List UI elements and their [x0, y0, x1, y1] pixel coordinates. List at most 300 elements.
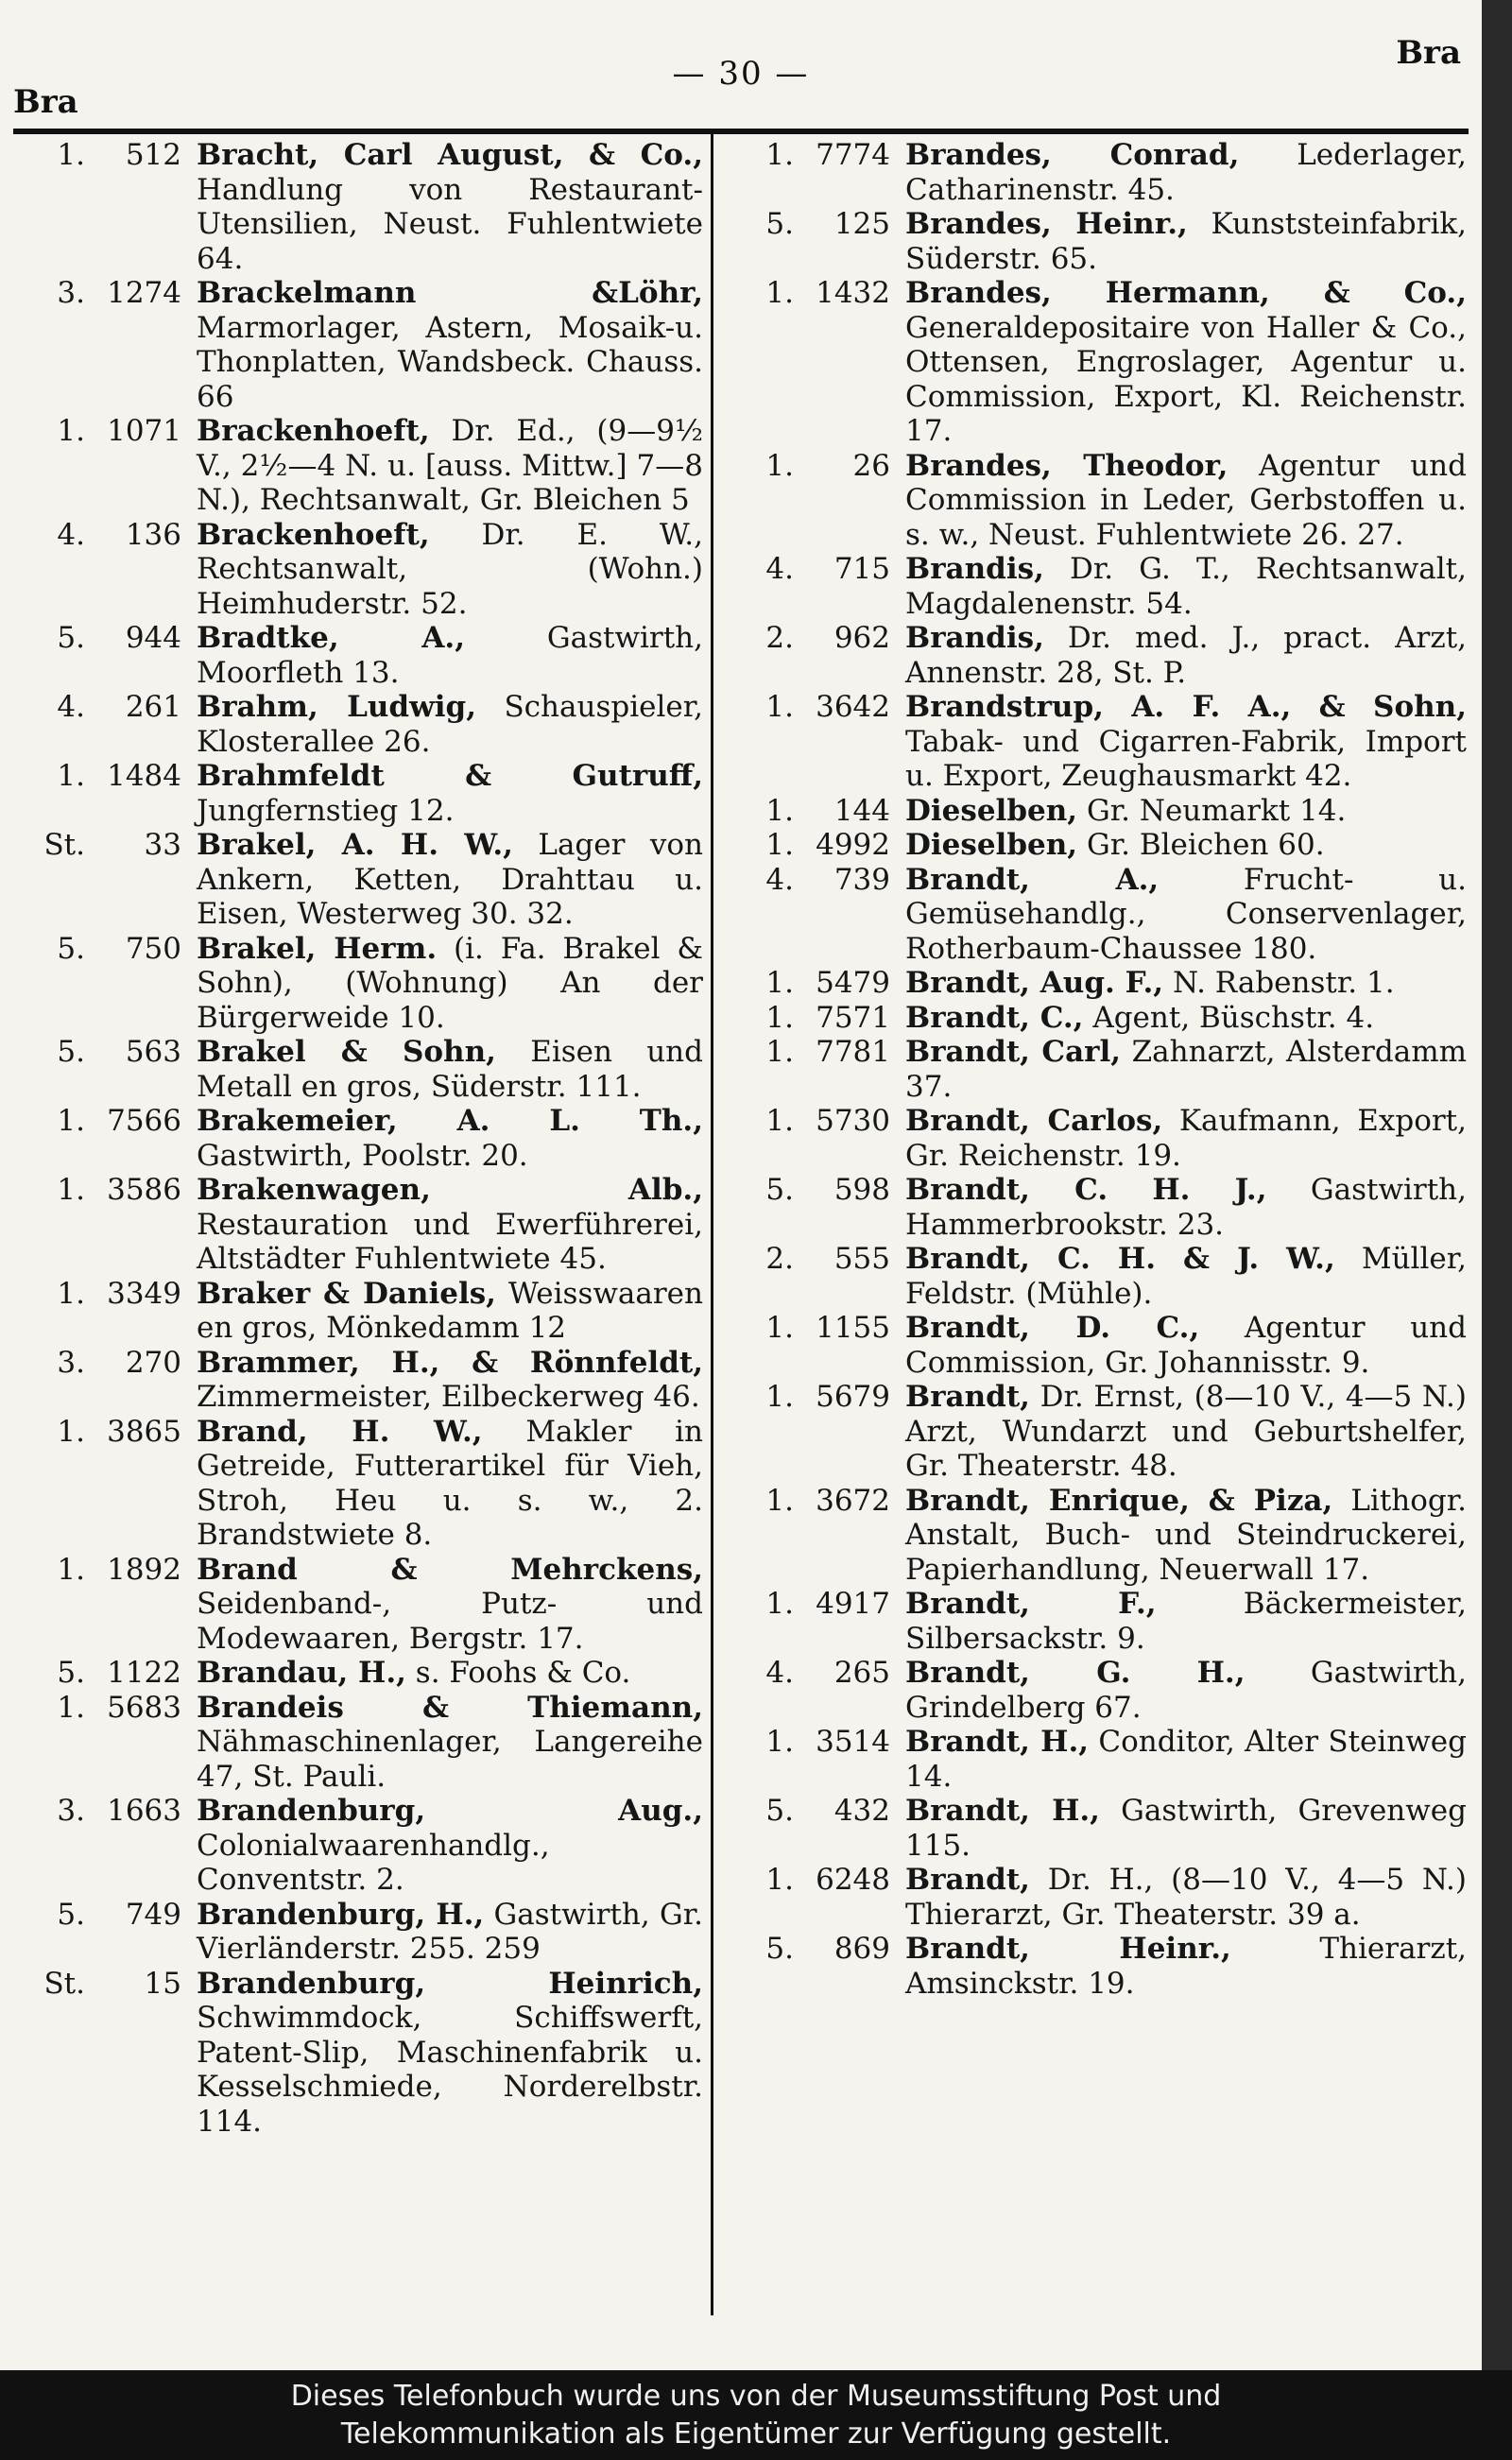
subscriber-name: Brandt, H., [905, 1794, 1100, 1828]
phone-code [726, 1311, 905, 1380]
subscriber-name: Brandt, G. H., [905, 1656, 1246, 1690]
phone-number: 3349 [107, 1276, 181, 1311]
phone-number: 144 [833, 793, 890, 828]
directory-entry [726, 1104, 1467, 1173]
subscriber-details: Eisen und Metall en gros, Süderstr. 111. [197, 1035, 703, 1104]
exchange-district: 5. [765, 1794, 794, 1828]
entry-text [905, 276, 1467, 449]
entry-text [905, 449, 1467, 553]
phone-code [726, 621, 905, 690]
phone-code [726, 1242, 905, 1311]
footer-line-2: Telekommunikation als Eigentümer zur Verfügung gestellt. [340, 2417, 1172, 2451]
exchange-district: 5. [765, 1932, 794, 1966]
directory-entry [17, 1277, 703, 1346]
phone-code [726, 794, 905, 829]
subscriber-details: s. Foohs & Co. [415, 1656, 631, 1690]
phone-code [726, 1380, 905, 1484]
entry-text [905, 1242, 1467, 1311]
entry-text [905, 1725, 1467, 1794]
phone-number: 512 [125, 138, 181, 172]
exchange-district: 1. [765, 1000, 794, 1035]
exchange-district: 1. [765, 1863, 794, 1897]
phone-code [17, 1898, 197, 1967]
subscriber-name: Brandt, H., [905, 1725, 1090, 1759]
page-edge [1482, 0, 1512, 2370]
phone-number: 869 [833, 1932, 890, 1966]
subscriber-details: Colonialwaarenhandlg., Conventstr. 2. [197, 1828, 550, 1897]
subscriber-name: Brandes, Conrad, [905, 138, 1240, 172]
entry-text [905, 1001, 1467, 1036]
phone-number: 3586 [107, 1173, 181, 1207]
subscriber-details: Lederlager, Catharinenstr. 45. [905, 138, 1467, 207]
directory-entry [17, 828, 703, 932]
entry-text [905, 1311, 1467, 1380]
subscriber-name: Brandes, Theodor, [905, 448, 1228, 483]
exchange-district: 5. [57, 1656, 85, 1690]
subscriber-details: Weisswaaren en gros, Mönkedamm 12 [197, 1276, 703, 1345]
directory-entry [17, 690, 703, 759]
phone-number: 432 [833, 1794, 890, 1828]
column-divider [711, 132, 713, 2315]
phone-code [726, 1794, 905, 1863]
entry-text [905, 138, 1467, 207]
phone-number: 7774 [816, 138, 890, 172]
directory-entry [17, 759, 703, 828]
phone-code [726, 138, 905, 207]
phone-code [17, 1553, 197, 1657]
subscriber-name: Brandt, Carlos, [905, 1104, 1163, 1138]
exchange-district: 2. [765, 1242, 794, 1276]
subscriber-details: Gastwirth, Gr. Vierländerstr. 255. 259 [197, 1897, 703, 1966]
subscriber-name: Brakel & Sohn, [197, 1035, 496, 1069]
phone-code [726, 1001, 905, 1036]
phone-number: 270 [125, 1345, 181, 1380]
phone-number: 1122 [107, 1656, 181, 1690]
phone-code [726, 1863, 905, 1932]
subscriber-name: Brandenburg, H., [197, 1897, 485, 1932]
exchange-district: 1. [765, 690, 794, 724]
directory-entry [726, 449, 1467, 553]
phone-code [17, 932, 197, 1036]
entry-text [905, 966, 1467, 1001]
phone-code [17, 1346, 197, 1415]
entry-text [197, 932, 703, 1036]
subscriber-details: Dr. E. W., Rechtsanwalt, (Wohn.) Heimhuderstr. 52. [197, 517, 703, 621]
footer-line-1: Dieses Telefonbuch wurde uns von der Museumsstiftung Post und [290, 2380, 1222, 2413]
subscriber-details: Agentur und Commission in Leder, Gerbstoffen u. s. w., Neust. Fuhlentwiete 26. 27. [905, 448, 1467, 552]
phone-number: 739 [833, 862, 890, 897]
phone-code [726, 1656, 905, 1725]
directory-entry [17, 1035, 703, 1104]
subscriber-details: (i. Fa. Brakel & Sohn), (Wohnung) An der Bürgerweide 10. [197, 931, 704, 1035]
exchange-district: 4. [765, 862, 794, 897]
phone-code [17, 276, 197, 414]
entry-text [905, 828, 1467, 863]
phone-code [726, 207, 905, 276]
phone-code [726, 1587, 905, 1656]
entry-text [905, 207, 1467, 276]
entry-text [197, 1794, 703, 1898]
phone-code [726, 1173, 905, 1242]
subscriber-name: Brandes, Heinr., [905, 207, 1188, 241]
subscriber-name: Brandt, Carl, [905, 1035, 1122, 1069]
subscriber-name: Braker & Daniels, [197, 1276, 496, 1311]
subscriber-details: Gr. Bleichen 60. [1086, 828, 1325, 862]
exchange-district: 1. [57, 1414, 85, 1449]
subscriber-details: Lithogr. Anstalt, Buch- und Steindruckerei, Papierhandlung, Neuerwall 17. [905, 1483, 1468, 1587]
subscriber-details: Generaldepositaire von Haller & Co., Ottensen, Engroslager, Agentur u. Commission, Export, Kl. Reichenstr. 17. [905, 310, 1467, 448]
subscriber-details: Jungfernstieg 12. [197, 793, 455, 828]
subscriber-name: Brahmfeldt & Gutruff, [197, 759, 703, 793]
directory-entry [726, 138, 1467, 207]
phone-code [17, 138, 197, 276]
phone-code [726, 449, 905, 553]
phone-number: 125 [833, 207, 890, 241]
phone-number: 555 [833, 1242, 890, 1276]
exchange-district: 5. [57, 621, 85, 655]
exchange-district: 1. [765, 448, 794, 483]
directory-entry [726, 1001, 1467, 1036]
phone-code [17, 1967, 197, 2140]
subscriber-details: Tabak- und Cigarren-Fabrik, Import u. Export, Zeughausmarkt 42. [905, 724, 1467, 793]
subscriber-details: Frucht- u. Gemüsehandlg., Conservenlager, Rotherbaum-Chaussee 180. [905, 862, 1467, 966]
phone-number: 598 [833, 1173, 890, 1207]
subscriber-details: Gastwirth, Grevenweg 115. [905, 1794, 1467, 1863]
subscriber-name: Brakenwagen, Alb., [197, 1173, 703, 1207]
phone-code [17, 1691, 197, 1795]
subscriber-details: Agentur und Commission, Gr. Johannisstr. 9. [905, 1311, 1467, 1380]
phone-number: 4992 [816, 828, 890, 862]
directory-entry [726, 276, 1467, 449]
entry-text [905, 690, 1467, 794]
phone-number: 4917 [816, 1587, 890, 1621]
subscriber-name: Brakel, Herm. [197, 931, 438, 966]
entry-text [905, 552, 1467, 621]
directory-entry [726, 1380, 1467, 1484]
phone-number: 3642 [816, 690, 890, 724]
entry-text [197, 690, 703, 759]
entry-text [197, 138, 703, 276]
subscriber-name: Brandenburg, Aug., [197, 1794, 703, 1828]
subscriber-details: Nähmaschinenlager, Langereihe 47, St. Pauli. [197, 1725, 703, 1794]
directory-entry [726, 828, 1467, 863]
entry-text [197, 1691, 703, 1795]
subscriber-name: Brandau, H., [197, 1656, 406, 1690]
directory-entry [726, 1035, 1467, 1104]
exchange-district: 1. [57, 1104, 85, 1138]
phone-number: 3672 [816, 1483, 890, 1518]
directory-entry [726, 1173, 1467, 1242]
directory-entry [17, 621, 703, 690]
phone-number: 26 [852, 448, 890, 483]
subscriber-name: Brahm, Ludwig, [197, 690, 477, 724]
subscriber-name: Brandt, Heinr., [905, 1932, 1231, 1966]
entry-text [197, 276, 703, 414]
phone-number: 1892 [107, 1552, 181, 1587]
phone-number: 136 [125, 517, 181, 552]
phone-code [17, 828, 197, 932]
exchange-district: 4. [57, 517, 85, 552]
phone-number: 5683 [107, 1690, 181, 1725]
directory-entry [17, 1173, 703, 1277]
exchange-district: 1. [765, 1311, 794, 1345]
subscriber-name: Brandt, C., [905, 1000, 1084, 1035]
phone-code [17, 1104, 197, 1173]
exchange-district: 5. [57, 931, 85, 966]
subscriber-details: Schauspieler, Klosterallee 26. [197, 690, 703, 759]
subscriber-details: Dr. H., (8—10 V., 4—5 N.) Thierarzt, Gr. Theaterstr. 39 a. [905, 1863, 1467, 1932]
subscriber-name: Brandt, D. C., [905, 1311, 1200, 1345]
entry-text [197, 1346, 703, 1415]
subscriber-details: Gastwirth, Grindelberg 67. [905, 1656, 1467, 1725]
directory-entry [726, 552, 1467, 621]
entry-text [905, 1863, 1467, 1932]
directory-entry [17, 1967, 703, 2140]
subscriber-name: Dieselben, [905, 828, 1078, 862]
phone-number: 3514 [816, 1725, 890, 1759]
subscriber-details: Handlung von Restaurant-Utensilien, Neust. Fuhlentwiete 64. [197, 172, 703, 276]
phone-code [726, 1484, 905, 1588]
exchange-district: 3. [57, 1794, 85, 1828]
subscriber-name: Brandt, F., [905, 1587, 1157, 1621]
phone-code [17, 1277, 197, 1346]
phone-number: 261 [125, 690, 181, 724]
directory-entry [726, 690, 1467, 794]
entry-text [197, 1277, 703, 1346]
entry-text [905, 1794, 1467, 1863]
subscriber-details: Müller, Feldstr. (Mühle). [905, 1242, 1467, 1311]
phone-number: 5730 [816, 1104, 890, 1138]
directory-entry [17, 276, 703, 414]
subscriber-name: Brandt, Aug. F., [905, 966, 1164, 1000]
entry-text [197, 1415, 703, 1553]
phone-number: 962 [833, 621, 890, 655]
exchange-district: 4. [765, 552, 794, 586]
subscriber-details: Gastwirth, Moorfleth 13. [197, 621, 704, 690]
entry-text [905, 1104, 1467, 1173]
phone-code [726, 276, 905, 449]
phone-code [726, 1035, 905, 1104]
subscriber-details: Schwimmdock, Schiffswerft, Patent-Slip, Maschinenfabrik u. Kesselschmiede, Norderelbstr. 114. [197, 2001, 703, 2139]
subscriber-details: Kunststeinfabrik, Süderstr. 65. [905, 207, 1467, 276]
exchange-district: 1. [765, 966, 794, 1000]
subscriber-name: Bradtke, A., [197, 621, 466, 655]
exchange-district: 4. [57, 690, 85, 724]
directory-entry [17, 1415, 703, 1553]
subscriber-details: Zahnarzt, Alsterdamm 37. [905, 1035, 1467, 1104]
subscriber-name: Brackelmann &Löhr, [197, 276, 703, 310]
phone-code [726, 1932, 905, 2001]
subscriber-details: Zimmermeister, Eilbeckerweg 46. [197, 1380, 700, 1414]
right-column [726, 138, 1467, 2001]
directory-entry [17, 1898, 703, 1967]
subscriber-details: Conditor, Alter Steinweg 14. [905, 1725, 1467, 1794]
exchange-district: 5. [765, 1173, 794, 1207]
subscriber-name: Brandstrup, A. F. A., & Sohn, [905, 690, 1467, 724]
phone-code [17, 414, 197, 518]
exchange-district: 1. [57, 1173, 85, 1207]
entry-text [905, 794, 1467, 829]
subscriber-details: Bäckermeister, Silbersackstr. 9. [905, 1587, 1468, 1656]
subscriber-name: Brandis, [905, 552, 1044, 586]
exchange-district: 3. [57, 1345, 85, 1380]
subscriber-name: Brandis, [905, 621, 1044, 655]
phone-number: 7781 [816, 1035, 890, 1069]
phone-number: 6248 [816, 1863, 890, 1897]
entry-text [197, 828, 703, 932]
subscriber-details: Dr. Ernst, (8—10 V., 4—5 N.) Arzt, Wundarzt und Geburtshelfer, Gr. Theaterstr. 48. [905, 1380, 1467, 1483]
subscriber-name: Brandeis & Thiemann, [197, 1690, 703, 1725]
phone-number: 1432 [816, 276, 890, 310]
entry-text [197, 1656, 703, 1691]
phone-code [17, 1656, 197, 1691]
directory-entry [726, 1587, 1467, 1656]
subscriber-name: Brandt, [905, 1863, 1030, 1897]
exchange-district: 5. [57, 1897, 85, 1932]
subscriber-details: Agent, Büschstr. 4. [1092, 1000, 1375, 1035]
subscriber-details: Kaufmann, Export, Gr. Reichenstr. 19. [905, 1104, 1467, 1173]
directory-entry [726, 207, 1467, 276]
subscriber-details: Dr. G. T., Rechtsanwalt, Magdalenenstr. 54. [905, 552, 1467, 621]
exchange-district: 1. [765, 1035, 794, 1069]
directory-entry [726, 966, 1467, 1001]
directory-entry [726, 1484, 1467, 1588]
entry-text [197, 1967, 703, 2140]
exchange-district: 4. [765, 1656, 794, 1690]
directory-entry [17, 932, 703, 1036]
phone-number: 715 [833, 552, 890, 586]
phone-code [726, 552, 905, 621]
directory-entry [17, 1104, 703, 1173]
phone-number: 7571 [816, 1000, 890, 1035]
subscriber-name: Bracht, Carl August, & Co., [197, 138, 703, 172]
running-head-left: Bra [13, 83, 78, 121]
entry-text [197, 1104, 703, 1173]
exchange-district: 1. [765, 1587, 794, 1621]
entry-text [197, 1035, 703, 1104]
exchange-district: 1. [765, 828, 794, 862]
footer [0, 2370, 1512, 2460]
directory-entry [17, 414, 703, 518]
subscriber-details: N. Rabenstr. 1. [1172, 966, 1395, 1000]
directory-entry [726, 794, 1467, 829]
phone-number: 1071 [107, 414, 181, 448]
phone-code [726, 690, 905, 794]
directory-entry [17, 1656, 703, 1691]
exchange-district: 1. [765, 1483, 794, 1518]
subscriber-name: Brandes, Hermann, & Co., [905, 276, 1467, 310]
subscriber-name: Brandt, Enrique, & Piza, [905, 1483, 1333, 1518]
directory-entry [17, 1346, 703, 1415]
entry-text [905, 621, 1467, 690]
subscriber-name: Brandt, C. H. & J. W., [905, 1242, 1335, 1276]
exchange-district: St. [43, 828, 85, 862]
directory-entry [726, 1863, 1467, 1932]
directory-entry [17, 1794, 703, 1898]
entry-text [905, 1587, 1467, 1656]
entry-text [905, 1035, 1467, 1104]
entry-text [197, 1898, 703, 1967]
directory-entry [726, 1656, 1467, 1725]
directory-entry [726, 621, 1467, 690]
subscriber-details: Dr. med. J., pract. Arzt, Annenstr. 28, St. P. [905, 621, 1468, 690]
exchange-district: 1. [57, 1276, 85, 1311]
directory-entry [726, 1932, 1467, 2001]
phone-number: 1663 [107, 1794, 181, 1828]
phone-number: 1274 [107, 276, 181, 310]
subscriber-details: Marmorlager, Astern, Mosaik-u. Thonplatten, Wandsbeck. Chauss. 66 [197, 310, 703, 414]
phone-code [726, 828, 905, 863]
entry-text [197, 621, 703, 690]
entry-text [197, 1173, 703, 1277]
exchange-district: 1. [57, 414, 85, 448]
exchange-district: 1. [765, 1380, 794, 1414]
exchange-district: St. [43, 1966, 85, 2001]
exchange-district: 1. [765, 276, 794, 310]
subscriber-name: Brand, H. W., [197, 1414, 483, 1449]
exchange-district: 1. [57, 138, 85, 172]
directory-entry [726, 1242, 1467, 1311]
subscriber-details: Thierarzt, Amsinckstr. 19. [905, 1932, 1468, 2001]
phone-number: 1484 [107, 759, 181, 793]
phone-code [726, 863, 905, 967]
phone-number: 749 [125, 1897, 181, 1932]
phone-number: 5679 [816, 1380, 890, 1414]
directory-entry [17, 1691, 703, 1795]
directory-entry [726, 1794, 1467, 1863]
exchange-district: 2. [765, 621, 794, 655]
entry-text [905, 1932, 1467, 2001]
directory-entry [726, 863, 1467, 967]
entry-text [905, 1380, 1467, 1484]
phone-number: 7566 [107, 1104, 181, 1138]
phone-number: 563 [125, 1035, 181, 1069]
entry-text [905, 1173, 1467, 1242]
exchange-district: 5. [57, 1035, 85, 1069]
subscriber-name: Brackenhoeft, [197, 517, 430, 552]
exchange-district: 1. [57, 1690, 85, 1725]
subscriber-name: Brandt, [905, 1380, 1030, 1414]
subscriber-details: Gastwirth, Hammerbrookstr. 23. [905, 1173, 1467, 1242]
subscriber-name: Brammer, H., & Rönnfeldt, [197, 1345, 703, 1380]
exchange-district: 3. [57, 276, 85, 310]
phone-code [17, 759, 197, 828]
exchange-district: 1. [57, 759, 85, 793]
entry-text [197, 759, 703, 828]
phone-number: 3865 [107, 1414, 181, 1449]
directory-entry [17, 518, 703, 622]
subscriber-name: Brand & Mehrckens, [197, 1552, 703, 1587]
phone-number: 33 [144, 828, 181, 862]
subscriber-details: Seidenband-, Putz- und Modewaaren, Bergstr. 17. [197, 1587, 703, 1656]
entry-text [905, 863, 1467, 967]
phone-number: 5479 [816, 966, 890, 1000]
left-column [17, 138, 703, 2139]
entry-text [197, 518, 703, 622]
entry-text [905, 1484, 1467, 1588]
subscriber-name: Brakel, A. H. W., [197, 828, 513, 862]
exchange-district: 1. [57, 1552, 85, 1587]
subscriber-name: Brandt, C. H. J., [905, 1173, 1267, 1207]
subscriber-details: Makler in Getreide, Futterartikel für Vieh, Stroh, Heu u. s. w., 2. Brandstwiete 8. [197, 1414, 703, 1552]
phone-code [17, 1173, 197, 1277]
directory-entry [17, 138, 703, 276]
page-number: — 30 — [672, 55, 810, 93]
phone-number: 944 [125, 621, 181, 655]
entry-text [905, 1656, 1467, 1725]
running-head-right: Bra [1396, 34, 1461, 72]
subscriber-details: Restauration und Ewerführerei, Altstädter Fuhlentwiete 45. [197, 1207, 703, 1276]
